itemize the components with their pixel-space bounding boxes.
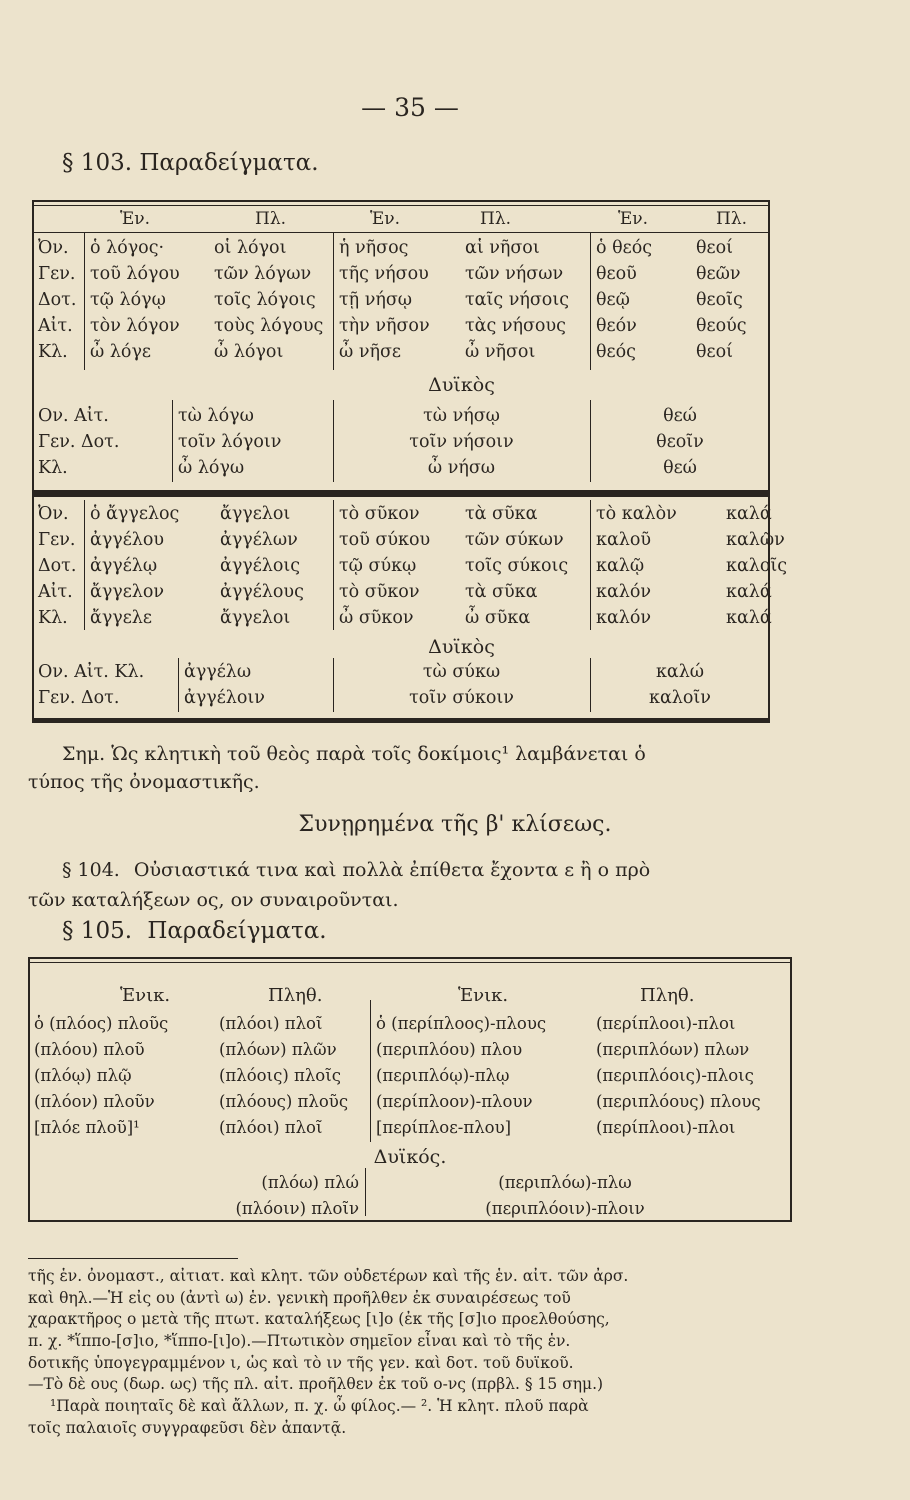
table-cell: καλά xyxy=(726,608,772,629)
table-cell: Ον. Αἰτ. xyxy=(38,406,109,427)
table-cell: καλῷ xyxy=(596,556,645,577)
table-cell: τὰς νήσους xyxy=(465,316,566,337)
table-cell: ἀγγέλων xyxy=(220,530,298,551)
table-row xyxy=(32,262,800,288)
table-cell: τοῦ σύκου xyxy=(339,530,431,551)
table-cell: (πλόω) πλώ xyxy=(261,1172,359,1192)
table-cell: (περίπλοοι)-πλοι xyxy=(596,1013,736,1033)
table-cell: τοῖν λόγοιν xyxy=(178,432,282,453)
table-cell: Δοτ. xyxy=(38,556,77,577)
note-line-2: τύπος τῆς ὀνομαστικῆς. xyxy=(28,771,260,793)
section-number: § 104. xyxy=(62,859,120,881)
table-1-header-singular: Ἑν. xyxy=(120,209,151,229)
table-row xyxy=(28,1063,790,1089)
table-cell: θεῷ xyxy=(596,290,630,311)
table-row xyxy=(28,1196,765,1222)
table-cell: ἀγγέλοις xyxy=(220,556,301,577)
table-row xyxy=(28,1011,790,1037)
table-cell: τῶν νήσων xyxy=(465,264,564,285)
table-cell: τοὺς λόγους xyxy=(214,316,324,337)
table-1-dual-label: Δυϊκὸς xyxy=(428,374,495,396)
section-number: § 105. xyxy=(62,918,133,944)
table-cell: ὦ νῆσοι xyxy=(465,342,536,363)
table-cell: Αἰτ. xyxy=(38,316,73,337)
footnote-line: τοῖς παλαιοῖς συγγραφεῦσι δὲν ἀπαντᾷ. xyxy=(28,1418,347,1437)
section-title: Παραδείγματα. xyxy=(147,918,327,944)
table-2-dual-forms xyxy=(32,660,770,712)
table-cell: ἀγγέλῳ xyxy=(90,556,158,577)
table-cell: (πλόον) πλοῦν xyxy=(34,1091,155,1111)
table-cell: τοῖν σύκοιν xyxy=(409,688,514,709)
table-cell: καλόν xyxy=(596,582,652,603)
table-cell: ἄγγελον xyxy=(90,582,165,603)
table-cell: [περίπλοε-πλου] xyxy=(376,1117,512,1137)
table-cell: τοῦ λόγου xyxy=(90,264,180,285)
table-row xyxy=(32,236,800,262)
table-cell: [πλόε πλοῦ]¹ xyxy=(34,1117,140,1137)
table-row xyxy=(32,554,800,580)
table-cell: θεοί xyxy=(696,342,733,363)
table-cell: θεοῦ xyxy=(596,264,637,285)
contracted-heading: Συνῃρημένα τῆς β' κλίσεως. xyxy=(298,812,612,837)
table-cell: τὴν νῆσον xyxy=(339,316,430,337)
table-cell: (περιπλόους) πλους xyxy=(596,1091,761,1111)
table-row xyxy=(32,404,770,430)
table-cell: (πλόῳ) πλῷ xyxy=(34,1065,132,1085)
table-cell: ὁ (περίπλοος)-πλους xyxy=(376,1013,547,1033)
table-cell: (πλόοις) πλοῖς xyxy=(219,1065,341,1085)
table-row xyxy=(32,580,800,606)
section-title: Παραδείγματα. xyxy=(139,150,319,176)
section-103-heading xyxy=(62,150,319,176)
table-cell: ὦ νήσω xyxy=(427,458,496,479)
table-cell: τὸν λόγον xyxy=(90,316,180,337)
table-row xyxy=(28,1170,765,1196)
table-cell: ὦ λόγε xyxy=(90,342,151,363)
table-cell: Ον. Αἰτ. Κλ. xyxy=(38,662,145,683)
table-cell: ὁ λόγος· xyxy=(90,238,165,259)
table-1-header-rule xyxy=(32,232,770,233)
table-row xyxy=(32,340,800,366)
table-cell: θεώ xyxy=(663,458,697,479)
table-cell: (περιπλόοιν)-πλοιν xyxy=(485,1198,645,1218)
table-cell: τὰ σῦκα xyxy=(465,582,538,603)
table-cell: τοῖν νήσοιν xyxy=(409,432,514,453)
footnote-line: ¹Παρὰ ποιηταῖς δὲ καὶ ἄλλων, π. χ. ὦ φίλος.— ². Ἡ κλητ. πλοῦ παρὰ xyxy=(50,1397,589,1416)
table-cell: (πλόοι) πλοῖ xyxy=(219,1013,323,1033)
table-cell: ὦ λόγοι xyxy=(214,342,284,363)
table-cell: τὰ σῦκα xyxy=(465,504,538,525)
table-cell: Κλ. xyxy=(38,608,68,629)
table-cell: (πλόους) πλοῦς xyxy=(219,1091,349,1111)
table-cell: τῇ νήσῳ xyxy=(339,290,413,311)
table-cell: τοῖς λόγοις xyxy=(214,290,316,311)
table-cell: ἄγγελε xyxy=(90,608,152,629)
table-cell: θεός xyxy=(596,342,636,363)
table-cell: (πλόων) πλῶν xyxy=(219,1039,337,1059)
table-cell: τῶν σύκων xyxy=(465,530,564,551)
table-cell: Ὀν. xyxy=(38,238,69,259)
table-1-dual-forms xyxy=(32,404,770,482)
table-cell: τῆς νήσου xyxy=(339,264,429,285)
table-1-header-plural: Πλ. xyxy=(716,209,748,229)
table-cell: (περιπλόω)-πλω xyxy=(498,1172,632,1192)
table-cell: θεοί xyxy=(696,238,733,259)
table-2-bottom-rule xyxy=(32,718,770,723)
table-cell: ὦ σῦκον xyxy=(339,608,414,629)
table-cell: καλοῖν xyxy=(649,688,711,709)
table-cell: ὦ νῆσε xyxy=(339,342,401,363)
table-cell: καλώ xyxy=(655,662,705,683)
table-row xyxy=(28,1037,790,1063)
table-cell: ὦ σῦκα xyxy=(465,608,531,629)
table-cell: Κλ. xyxy=(38,458,68,479)
table-cell: καλοῖς xyxy=(726,556,788,577)
table-cell: τὸ σῦκον xyxy=(339,504,420,525)
footnote-line: χαρακτῆρος ο μετὰ τῆς πτωτ. καταλήξεως [ι]ο (ἐκ τῆς [σ]ιο προελθούσης, xyxy=(28,1310,610,1329)
footnote-line: δοτικῆς ὑπογεγραμμένον ι, ὡς καὶ τὸ ιν τῆς γεν. καὶ δοτ. τοῦ δυϊκοῦ. xyxy=(28,1353,574,1372)
footnotes xyxy=(28,1266,628,1440)
table-1-header-plural: Πλ. xyxy=(255,209,287,229)
table-row xyxy=(28,1089,790,1115)
table-cell: ὁ (πλόος) πλοῦς xyxy=(34,1013,169,1033)
table-cell: Γεν. xyxy=(38,530,76,551)
table-cell: τῷ λόγῳ xyxy=(90,290,166,311)
section-number: § 103. xyxy=(62,150,133,176)
table-cell: Ὀν. xyxy=(38,504,69,525)
table-3-dual-label: Δυϊκός. xyxy=(373,1146,447,1168)
table-cell: θεοῖν xyxy=(656,432,704,453)
table-cell: τοῖς σύκοις xyxy=(465,556,569,577)
footnote-line: π. χ. *ἵππο-[σ]ιο, *ἵππο-[ι]ο).—Πτωτικὸν σημεῖον εἶναι καὶ τὸ τῆς ἑν. xyxy=(28,1332,571,1351)
table-cell: ἀγγέλου xyxy=(90,530,165,551)
table-cell: τὸ σῦκον xyxy=(339,582,420,603)
table-cell: καλά xyxy=(726,582,772,603)
table-cell: (πλόου) πλοῦ xyxy=(34,1039,145,1059)
table-1-declension xyxy=(32,236,800,366)
table-cell: θεούς xyxy=(696,316,747,337)
table-2-declension xyxy=(32,502,800,632)
section-104-line-1 xyxy=(62,858,650,884)
table-cell: (περιπλόῳ)-πλῳ xyxy=(376,1065,510,1085)
table-cell: ἀγγέλοιν xyxy=(184,688,265,709)
table-cell: ἄγγελοι xyxy=(220,608,291,629)
table-cell: ἀγγέλους xyxy=(220,582,304,603)
section-text: Οὐσιαστικά τινα καὶ πολλὰ ἐπίθετα ἔχοντα ε ἢ ο πρὸ xyxy=(133,859,651,881)
table-cell: Δοτ. xyxy=(38,290,77,311)
table-row xyxy=(32,502,800,528)
table-3-dual-forms xyxy=(28,1170,765,1222)
section-104-line-2: τῶν καταλήξεων ος, ον συναιροῦνται. xyxy=(28,889,399,911)
note-line-1: Σημ. Ὡς κλητικὴ τοῦ θεὸς παρὰ τοῖς δοκίμοις¹ λαμβάνεται ὁ xyxy=(62,743,646,765)
table-cell: θεώ xyxy=(663,406,697,427)
table-1-top-rule xyxy=(32,205,770,206)
table-3-header-singular: Ἑνικ. xyxy=(120,985,171,1006)
table-cell: τῶν λόγων xyxy=(214,264,312,285)
table-row xyxy=(32,606,800,632)
page-number: — 35 — xyxy=(361,93,459,122)
table-cell: καλόν xyxy=(596,608,652,629)
table-cell: ἡ νῆσος xyxy=(339,238,409,259)
table-cell: (περιπλόου) πλου xyxy=(376,1039,523,1059)
table-row xyxy=(32,288,800,314)
footnote-line: καὶ θηλ.—Ἡ εἰς ου (ἀντὶ ω) ἑν. γενικὴ προῆλθεν ἐκ συναιρέσεως τοῦ xyxy=(28,1288,571,1307)
table-row xyxy=(32,314,800,340)
footnote-rule xyxy=(28,1258,238,1259)
table-3-header-plural: Πληθ. xyxy=(640,985,695,1006)
table-cell: ὁ θεός xyxy=(596,238,653,259)
table-cell: ὦ λόγω xyxy=(178,458,245,479)
table-row xyxy=(28,1115,790,1141)
table-cell: τῷ σύκῳ xyxy=(339,556,417,577)
table-cell: (πλόοι) πλοῖ xyxy=(219,1117,323,1137)
table-cell: θεοῖς xyxy=(696,290,743,311)
table-row xyxy=(32,660,770,686)
table-1-header-singular: Ἑν. xyxy=(370,209,401,229)
table-cell: θεῶν xyxy=(696,264,741,285)
table-cell: ὁ ἄγγελος xyxy=(90,504,180,525)
table-1-header-singular: Ἑν. xyxy=(618,209,649,229)
footnote-line: —Τὸ δὲ ους (δωρ. ως) τῆς πλ. αἰτ. προῆλθεν ἐκ τοῦ ο-νς (πρβλ. § 15 σημ.) xyxy=(28,1375,604,1394)
footnote-line: τῆς ἑν. ὀνομαστ., αἰτιατ. καὶ κλητ. τῶν οὐδετέρων καὶ τῆς ἑν. αἰτ. τῶν ἀρσ. xyxy=(28,1267,629,1285)
table-row xyxy=(32,456,770,482)
table-3-declension xyxy=(28,1011,790,1141)
table-2-dual-label: Δυϊκὸς xyxy=(428,636,495,658)
table-cell: τὸ καλὸν xyxy=(596,504,677,525)
table-row xyxy=(32,430,770,456)
table-cell: Κλ. xyxy=(38,342,68,363)
table-cell: καλῶν xyxy=(726,530,785,551)
table-cell: τὼ σύκω xyxy=(422,662,501,683)
table-cell: ἄγγελοι xyxy=(220,504,291,525)
table-1-header-plural: Πλ. xyxy=(480,209,512,229)
table-3-header-singular: Ἑνικ. xyxy=(458,985,509,1006)
table-3-header-plural: Πληθ. xyxy=(268,985,323,1006)
table-cell: καλοῦ xyxy=(596,530,652,551)
table-cell: (περίπλοον)-πλουν xyxy=(376,1091,533,1111)
table-cell: τὼ νήσῳ xyxy=(423,406,500,427)
table-cell: (πλόοιν) πλοῖν xyxy=(235,1198,359,1218)
table-cell: θεόν xyxy=(596,316,637,337)
table-cell: καλά xyxy=(726,504,772,525)
table-cell: ταῖς νήσοις xyxy=(465,290,569,311)
table-cell: Αἰτ. xyxy=(38,582,73,603)
table-cell: Γεν. Δοτ. xyxy=(38,688,120,709)
table-cell: αἱ νῆσοι xyxy=(465,238,540,259)
table-cell: Γεν. Δοτ. xyxy=(38,432,120,453)
table-cell: Γεν. xyxy=(38,264,76,285)
table-cell: οἱ λόγοι xyxy=(214,238,287,259)
table-row xyxy=(32,528,800,554)
table-3-top-rule xyxy=(28,962,792,963)
table-cell: ἀγγέλω xyxy=(184,662,252,683)
table-cell: (περίπλοοι)-πλοι xyxy=(596,1117,736,1137)
table-row xyxy=(32,686,770,712)
section-105-heading xyxy=(62,918,327,944)
table-cell: (περιπλόοις)-πλοις xyxy=(596,1065,754,1085)
table-cell: τὼ λόγω xyxy=(178,406,254,427)
table-cell: (περιπλόων) πλων xyxy=(596,1039,750,1059)
